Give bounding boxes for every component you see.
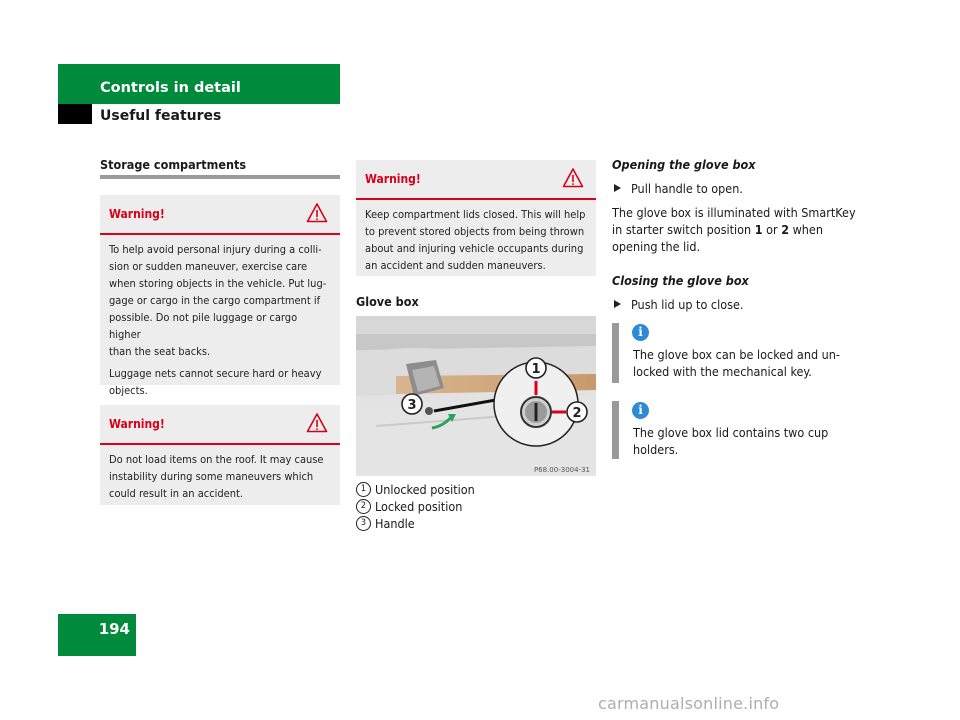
warning-box-compartment-lids xyxy=(356,160,596,276)
subsection-title: Useful features xyxy=(100,108,222,124)
warning-text-line: when storing objects in the vehicle. Put lug- xyxy=(109,277,327,290)
caption-text: Locked position xyxy=(375,499,463,514)
caption-text: Handle xyxy=(375,516,415,531)
info-note-cup-holders xyxy=(612,401,852,459)
callout-1-label: 1 xyxy=(531,362,541,377)
closing-heading: Closing the glove box xyxy=(612,273,749,288)
paragraph-text: when xyxy=(789,222,823,237)
warning-text-line: to prevent stored objects from being thrown xyxy=(365,225,585,238)
paragraph-line: The glove box is illuminated with SmartKey xyxy=(612,205,856,220)
illumination-paragraph xyxy=(612,204,857,255)
closing-step xyxy=(614,296,743,313)
opening-step xyxy=(614,180,743,197)
warning-text-line: Keep compartment lids closed. This will help xyxy=(365,208,586,221)
warning-label: Warning! xyxy=(109,207,165,221)
section-title: Controls in detail xyxy=(100,80,241,96)
caption-handle xyxy=(356,516,596,531)
warning-text-line: gage or cargo in the cargo compartment if xyxy=(109,294,321,307)
paragraph-text: in starter switch position xyxy=(612,222,755,237)
warning-text-line: Luggage nets cannot secure hard or heavy xyxy=(109,367,322,380)
info-icon: i xyxy=(632,324,649,341)
watermark: carmanualsonline.info xyxy=(598,694,780,713)
note-bar xyxy=(612,323,619,383)
caption-number: 2 xyxy=(356,499,371,514)
warning-text-line: than the seat backs. xyxy=(109,345,211,358)
figure-code: P68.00-3004-31 xyxy=(533,466,590,474)
warning-text-line: possible. Do not pile luggage or cargo higher xyxy=(109,311,298,341)
info-icon: i xyxy=(632,402,649,419)
warning-text-line: about and injuring vehicle occupants during xyxy=(365,242,584,255)
page-number: 194 xyxy=(98,620,130,638)
callout-2-label: 2 xyxy=(572,406,582,421)
heading-rule xyxy=(100,175,340,179)
bullet-arrow-icon xyxy=(614,184,621,192)
warning-text-line: an accident and sudden maneuvers. xyxy=(365,259,546,272)
callout-3-label: 3 xyxy=(407,398,417,413)
warning-triangle-icon xyxy=(562,167,584,189)
warning-label: Warning! xyxy=(109,417,165,431)
warning-text-line: could result in an accident. xyxy=(109,487,244,500)
warning-text-line: objects. xyxy=(109,384,148,397)
note-text-line: holders. xyxy=(633,442,679,457)
caption-unlocked xyxy=(356,482,596,497)
warning-triangle-icon xyxy=(306,412,328,434)
glove-box-illustration xyxy=(356,316,596,476)
warning-label: Warning! xyxy=(365,172,421,186)
warning-box-roof-load xyxy=(100,405,340,505)
info-note-lock xyxy=(612,323,852,383)
warning-triangle-icon xyxy=(306,202,328,224)
paragraph-line: opening the lid. xyxy=(612,239,701,254)
caption-locked xyxy=(356,499,596,514)
caption-number: 3 xyxy=(356,516,371,531)
warning-text-line: Do not load items on the roof. It may cause xyxy=(109,453,324,466)
glove-box-title: Glove box xyxy=(356,294,419,309)
warning-box-personal-injury xyxy=(100,195,340,397)
note-text-line: The glove box can be locked and un- xyxy=(633,347,840,362)
warning-text-line: To help avoid personal injury during a colli- xyxy=(109,243,322,256)
glove-box-drawing xyxy=(356,316,596,476)
note-text-line: The glove box lid contains two cup xyxy=(633,425,829,440)
step-text: Push lid up to close. xyxy=(631,297,744,312)
opening-heading: Opening the glove box xyxy=(612,157,756,172)
step-text: Pull handle to open. xyxy=(631,181,743,196)
header-marker xyxy=(58,104,92,124)
warning-text-line: instability during some maneuvers which xyxy=(109,470,314,483)
switch-position-1: 1 xyxy=(754,222,763,237)
paragraph-text: or xyxy=(762,222,782,237)
note-text-line: locked with the mechanical key. xyxy=(633,364,812,379)
warning-text-line: sion or sudden maneuver, exercise care xyxy=(109,260,308,273)
caption-number: 1 xyxy=(356,482,371,497)
bullet-arrow-icon xyxy=(614,300,621,308)
note-bar xyxy=(612,401,619,459)
storage-heading: Storage compartments xyxy=(100,157,247,172)
switch-position-2: 2 xyxy=(781,222,790,237)
caption-text: Unlocked position xyxy=(375,482,475,497)
